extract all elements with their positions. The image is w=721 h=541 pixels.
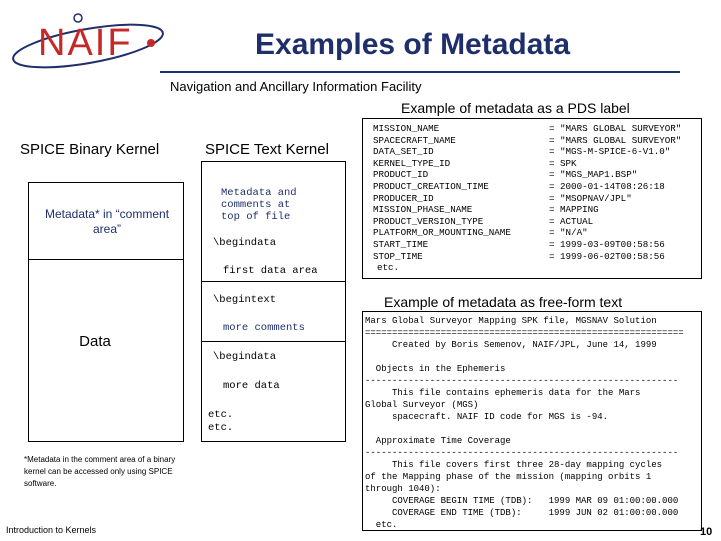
pds-value: = SPK bbox=[549, 157, 577, 169]
pds-value: = "MARS GLOBAL SURVEYOR" bbox=[549, 134, 682, 146]
binary-footnote: *Metadata in the comment area of a binary kernel can be accessed only using SPICE software. bbox=[24, 455, 176, 488]
logo-text: NAIF bbox=[38, 22, 133, 64]
pds-key: PRODUCT_VERSION_TYPE bbox=[373, 215, 484, 227]
pds-key: MISSION_PHASE_NAME bbox=[373, 204, 473, 216]
pds-key: PRODUCER_ID bbox=[373, 192, 434, 204]
pds-value: = "MARS GLOBAL SURVEYOR" bbox=[549, 123, 682, 134]
naif-logo bbox=[8, 10, 168, 90]
text-kernel-heading: SPICE Text Kernel bbox=[205, 141, 329, 158]
title-rule bbox=[160, 71, 680, 73]
pds-heading: Example of metadata as a PDS label bbox=[401, 100, 630, 116]
data-label: Data bbox=[79, 333, 111, 350]
page-title: Examples of Metadata bbox=[255, 28, 571, 61]
text-kernel-metadata: Metadata and comments at top of file bbox=[221, 187, 297, 223]
pds-key: PRODUCT_CREATION_TIME bbox=[373, 180, 489, 192]
pds-key: PRODUCT_ID bbox=[373, 169, 429, 181]
pds-values bbox=[549, 123, 681, 274]
pds-key: STOP_TIME bbox=[373, 250, 423, 262]
text-kernel-first-data: first data area bbox=[223, 265, 318, 277]
text-kernel-more-comments: more comments bbox=[223, 322, 305, 334]
pds-value: = "MGS-M-SPICE-6-V1.0" bbox=[549, 146, 671, 158]
pds-keys bbox=[373, 123, 511, 274]
pds-key: PLATFORM_OR_MOUNTING_NAME bbox=[373, 227, 511, 239]
freeform-text: Mars Global Surveyor Mapping SPK file, MGSNAV Solution =========================================================== Created by Boris Semenov, NAIF/JPL, June 14, 1999 Objects in the Ephemeris ---------------------------------------------------------- This file contains ephemeris data for the Mars Global Surveyor (MGS) spacecraft. NAIF ID code for MGS is -94. Approximate Time Coverage ---------------------------------------------------------- This file covers first three 28-day mapping cycles of the Mapping phase of the mission (mapping orbits 1 through 1040): COVERAGE BEGIN TIME (TDB): 1999 MAR 09 01:00:00.000 COVERAGE END TIME (TDB): 1999 JUN 02 01:00:00.000 etc. bbox=[365, 316, 684, 530]
pds-key: DATA_SET_ID bbox=[373, 146, 434, 158]
pds-value: = "N/A" bbox=[549, 227, 588, 239]
pds-value: = "MSOPNAV/JPL" bbox=[549, 192, 632, 204]
binary-kernel-box bbox=[28, 182, 184, 442]
metadata-comment-label: Metadata* in “comment area” bbox=[44, 207, 170, 236]
binary-kernel-heading: SPICE Binary Kernel bbox=[20, 141, 160, 158]
pds-key: START_TIME bbox=[373, 238, 429, 250]
page-number: 10 bbox=[700, 526, 713, 538]
text-kernel-begindata-2: \begindata bbox=[213, 351, 277, 363]
text-kernel-etc: etc. etc. bbox=[208, 409, 234, 434]
footer-label: Introduction to Kernels bbox=[6, 525, 97, 535]
freeform-box bbox=[362, 311, 702, 531]
text-kernel-data-box bbox=[202, 341, 345, 342]
pds-value bbox=[549, 262, 681, 274]
page-subtitle: Navigation and Ancillary Information Facility bbox=[170, 79, 422, 94]
text-kernel-more-data: more data bbox=[223, 380, 280, 392]
text-kernel-box bbox=[201, 161, 346, 442]
pds-value: = ACTUAL bbox=[549, 215, 594, 227]
pds-value: = MAPPING bbox=[549, 204, 599, 216]
pds-value: = "MGS_MAP1.BSP" bbox=[549, 169, 638, 181]
pds-key: MISSION_NAME bbox=[373, 123, 440, 134]
text-kernel-begindata-1: \begindata bbox=[213, 237, 277, 249]
freeform-heading: Example of metadata as free-form text bbox=[384, 294, 623, 310]
pds-key: SPACECRAFT_NAME bbox=[373, 134, 456, 146]
pds-value: = 1999-06-02T00:58:56 bbox=[549, 250, 665, 262]
pds-value: = 1999-03-09T00:58:56 bbox=[549, 238, 665, 250]
pds-key: KERNEL_TYPE_ID bbox=[373, 157, 451, 169]
pds-key: etc. bbox=[377, 262, 400, 274]
pds-value: = 2000-01-14T08:26:18 bbox=[549, 180, 665, 192]
pds-label-box bbox=[362, 118, 702, 279]
text-kernel-begintext: \begintext bbox=[213, 294, 277, 306]
